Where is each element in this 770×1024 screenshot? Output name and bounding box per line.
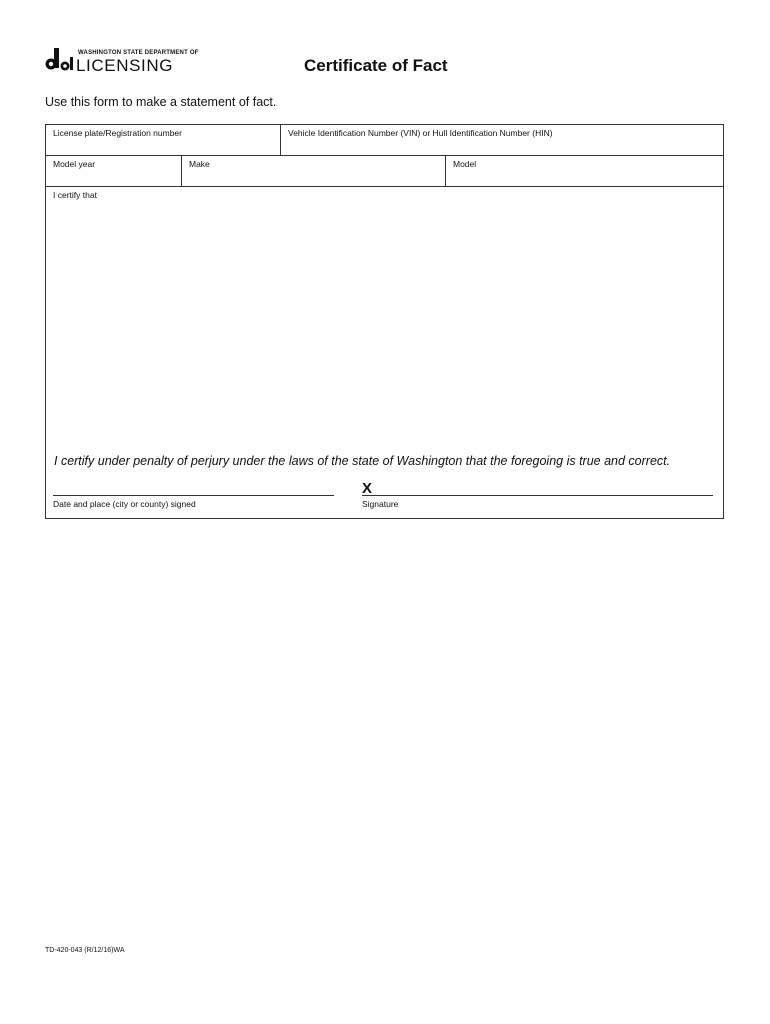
certify-field[interactable] [46,187,723,387]
model-field[interactable] [446,156,723,187]
intro-text: Use this form to make a statement of fact. [45,95,277,109]
signature-label: Signature [362,499,399,509]
model-year-label: Model year [53,159,96,169]
signature-x-mark: X [362,480,373,497]
date-place-label: Date and place (city or county) signed [53,499,196,509]
model-year-field[interactable] [46,156,182,187]
signature-line[interactable] [362,495,713,496]
dol-logo [44,46,199,76]
license-plate-field[interactable] [46,125,281,156]
form-box [45,124,724,519]
page-title: Certificate of Fact [304,56,448,75]
vin-hin-label: Vehicle Identification Number (VIN) or Hull Identification Number (HIN) [288,128,553,138]
vin-hin-field[interactable] [281,125,723,156]
date-place-line[interactable] [53,495,334,496]
agency-line: WASHINGTON STATE DEPARTMENT OF [78,50,199,56]
certify-label: I certify that [53,190,97,200]
model-label: Model [453,159,477,169]
perjury-statement: I certify under penalty of perjury under the laws of the state of Washington that the foregoing is true and correct. [54,454,671,468]
agency-name: LICENSING [76,56,174,75]
dol-logo-icon [44,46,74,76]
license-plate-label: License plate/Registration number [53,128,182,138]
form-number: TD-420-043 (R/12/16)WA [45,947,125,954]
make-label: Make [189,159,210,169]
make-field[interactable] [182,156,446,187]
